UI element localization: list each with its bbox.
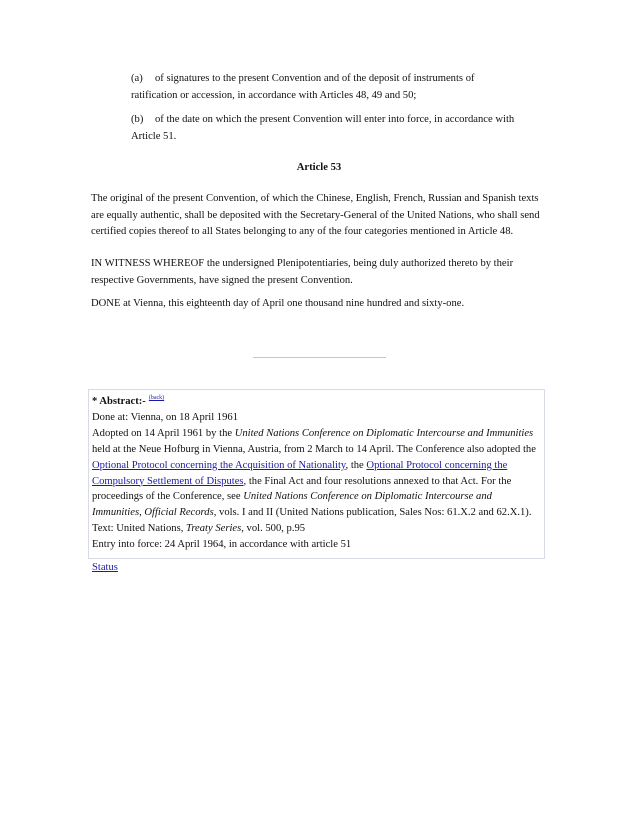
list-item-label: (b)	[131, 114, 144, 125]
status-line	[92, 560, 541, 576]
article-heading: Article 53	[296, 162, 342, 173]
abstract-title-line	[92, 394, 541, 410]
original-paragraph: The original of the present Convention, of which the Chinese, English, French, Russian and Spanish texts are equally authentic, shall be deposited with the Secretary-General of the United Nations, who shall send certified copies thereof to all States belonging to any of the four categories mentioned in Article 48.	[91, 193, 540, 237]
section-divider	[253, 357, 386, 358]
adopted-text: Adopted on 14 April 1961 by the United Nations Conference on Diplomatic Intercourse and Immunities held at the Neue Hofburg in Vienna, Austria, from 2 March to 14 April. The Conference also adopted the Optional Protocol concerning the Acquisition of Nationality, the Optional Protocol concerning the Compulsory Settlement of Disputes, the Final Act and four resolutions annexed to that Act. For the proceedings of the Conference, see United Nations Conference on Diplomatic Intercourse and Immunities, Official Records, vols. I and II (United Nations publication, Sales Nos: 61.X.2 and 62.X.1).	[92, 427, 536, 519]
abstract-box	[88, 389, 545, 574]
optional-protocol-nationality-link[interactable]: Optional Protocol concerning the Acquisition of Nationality	[92, 459, 346, 471]
list-item-label: (a)	[131, 73, 143, 84]
done-at-line: Done at: Vienna, on 18 April 1961	[92, 411, 238, 423]
done-paragraph: DONE at Vienna, this eighteenth day of April one thousand nine hundred and sixty-one.	[91, 298, 465, 309]
witness-paragraph: IN WITNESS WHEREOF the undersigned Plenipotentiaries, being duly authorized thereto by their respective Governments, have signed the present Convention.	[91, 258, 514, 286]
conference-name: United Nations Conference on Diplomatic Intercourse and Immunities	[234, 427, 534, 439]
list-item-text: of signatures to the present Convention and of the deposit of instruments of ratification or accession, in accordance with Articles 48, 49 and 50;	[131, 73, 475, 101]
optional-protocol-disputes-link[interactable]: Optional Protocol concerning the Compulsory Settlement of Disputes	[92, 459, 508, 487]
entry-into-force-line: Entry into force: 24 April 1964, in accordance with article 51	[92, 539, 352, 551]
official-records-title: United Nations Conference on Diplomatic Intercourse and Immunities, Official Records	[92, 491, 492, 519]
status-link[interactable]: Status	[92, 562, 118, 574]
list-item-a	[131, 71, 523, 104]
back-link[interactable]: (back)	[148, 395, 165, 401]
treaty-series-title: Treaty Series	[186, 523, 242, 535]
abstract-title: * Abstract:-	[92, 396, 146, 407]
list-item-b	[131, 112, 523, 145]
treaty-text-line: Text: United Nations, Treaty Series, vol. 500, p.95	[92, 523, 306, 535]
list-item-text: of the date on which the present Convention will enter into force, in accordance with Article 51.	[131, 114, 515, 142]
